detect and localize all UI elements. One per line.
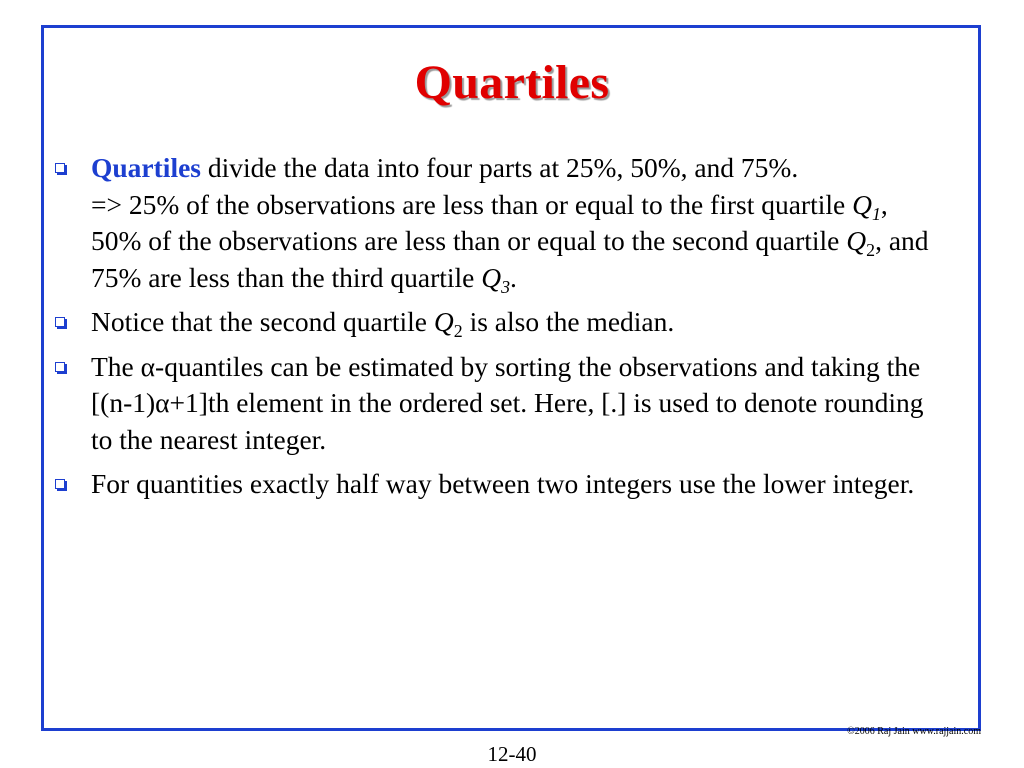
quartile-subscript: 2 [866,240,876,261]
square-bullet-icon [55,163,65,173]
bullet-text: The α-quantiles can be estimated by sorting the observations and taking the [(n-1)α+1]th element in the ordered set. Here, [.] is used to denote rounding to the nearest integer. [91,350,924,455]
bullet-text: 50% of the observations are less than or equal to the second quartile [91,225,847,256]
quartile-subscript: 3 [501,276,511,297]
bullet-text: . [510,261,517,293]
bullet-text: , [880,188,888,220]
bullet-text: , and [875,225,929,256]
quartile-subscript: 2 [453,321,463,342]
slide-body [53,150,933,511]
square-bullet-icon [55,479,65,489]
bullet-item [53,150,933,296]
quartile-subscript: 1 [871,203,881,224]
keyword-quartiles: Quartiles [91,152,201,183]
square-bullet-icon [55,362,65,372]
square-bullet-icon [55,317,65,327]
page-number: 12-40 [487,742,537,766]
copyright-notice: ©2006 Raj Jain www.rajjain.com [847,726,981,737]
quartile-symbol: Q [846,225,867,256]
bullet-text: 75% are less than the third quartile [91,261,482,293]
quartile-symbol: Q [433,306,454,337]
slide-title: Quartiles [414,56,610,109]
bullet-text: For quantities exactly half way between two integers use the lower integer. [91,468,915,499]
bullet-text: is also the median. [462,306,675,337]
bullet-item [53,349,933,459]
quartile-symbol: Q [481,261,502,293]
bullet-item [53,466,933,503]
bullet-text: Notice that the second quartile [91,306,434,337]
bullet-text: => 25% of the observations are less than or equal to the first quartile [91,188,853,220]
quartile-symbol: Q [852,188,872,220]
bullet-text: divide the data into four parts at 25%, 50%, and 75%. [201,152,799,183]
bullet-item [53,304,933,341]
